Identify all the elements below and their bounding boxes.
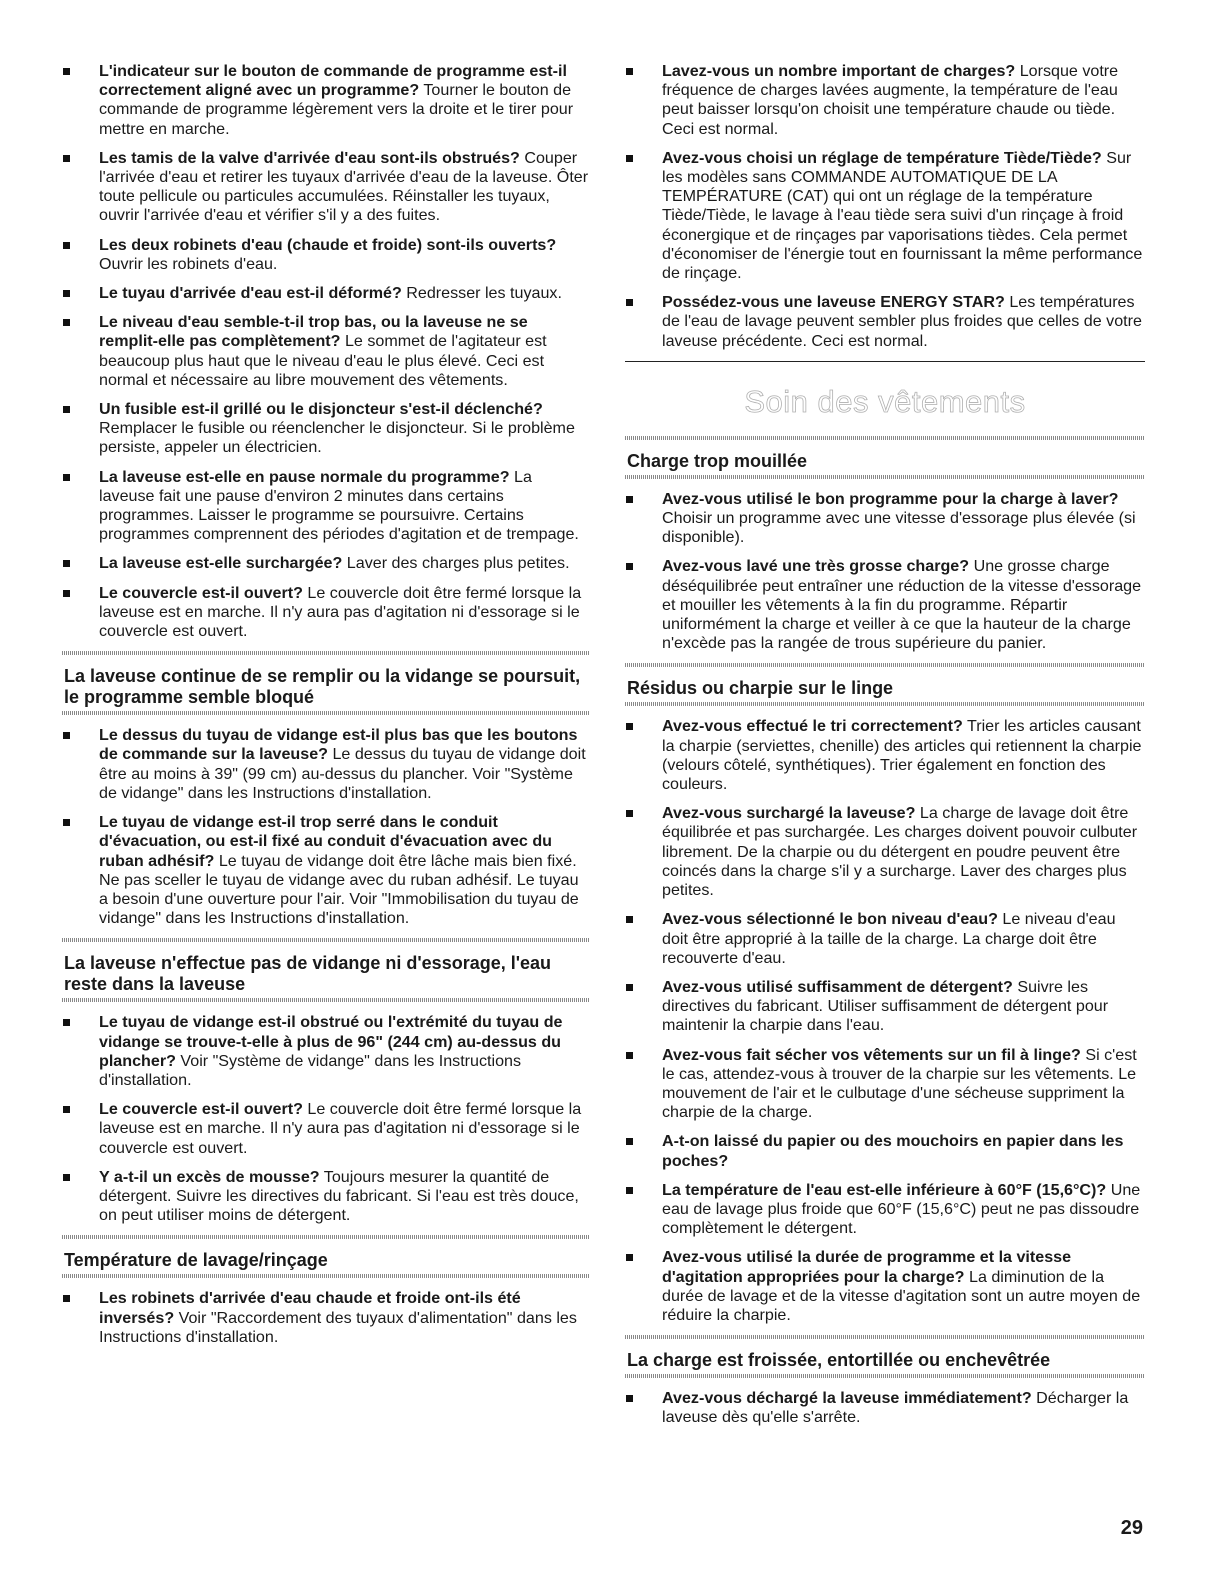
dotted-rule — [625, 1374, 1145, 1378]
answer-text: Suivre les directives du fabricant. Utiliser suffisamment de détergent pour maintenir la charpie dans l'eau. — [662, 977, 1109, 1035]
question-text: Avez-vous utilisé la durée de programme et la vitesse d'agitation appropriées pour la charge? — [662, 1248, 1072, 1286]
question-text: Le tuyau d'arrivée d'eau est-il déformé? — [99, 284, 402, 303]
bullet-icon — [626, 563, 633, 570]
answer-text: Lorsque votre fréquence de charges lavées augmente, la température de l'eau peut baisser lorsqu'on choisit une température chaude ou tiède. Ceci est normal. — [662, 62, 1119, 138]
bullet-icon — [63, 406, 70, 413]
question-text: Y a-t-il un excès de mousse? — [99, 1167, 320, 1186]
troubleshooting-item — [625, 62, 1145, 139]
troubleshooting-item — [625, 490, 1145, 548]
section-heading: La charge est froissée, entortillée ou enchevêtrée — [627, 1350, 1051, 1371]
answer-text: La diminution de la durée de lavage et de la vitesse d'agitation sont un autre moyen de réduire la charpie. — [662, 1267, 1141, 1324]
bullet-icon — [63, 1295, 70, 1302]
question-text: Avez-vous fait sécher vos vêtements sur un fil à linge? — [662, 1045, 1081, 1064]
question-text: Le dessus du tuyau de vidange est-il plus bas que les boutons de commande sur la laveuse? — [99, 726, 578, 764]
answer-text: Toujours mesurer la quantité de détergent. Suivre les directives du fabricant. Si l'eau est très douce, on peut utiliser moins de détergent. — [99, 1167, 579, 1225]
bullet-icon — [63, 1174, 70, 1181]
dotted-rule — [625, 436, 1145, 440]
troubleshooting-item — [62, 400, 589, 458]
troubleshooting-item — [62, 149, 589, 226]
answer-text: La charge de lavage doit être équilibrée et pas surchargée. Les charges doivent pouvoir culbuter librement. De la charpie ou du détergent en poudre peuvent être coincés dans la charge s'il y a surcharge. Laver des charges plus petites. — [662, 804, 1138, 900]
section-heading: Température de lavage/rinçage — [64, 1250, 328, 1271]
bullet-icon — [63, 1019, 70, 1026]
answer-text: Ouvrir les robinets d'eau. — [99, 254, 278, 273]
question-text: La laveuse est-elle en pause normale du programme? — [99, 467, 510, 486]
troubleshooting-item — [625, 1132, 1145, 1170]
section-heading: La laveuse continue de se remplir ou la vidange se poursuit, le programme semble bloqué — [64, 666, 581, 708]
troubleshooting-item — [62, 62, 589, 139]
question-text: Les robinets d'arrivée d'eau chaude et froide ont-ils été inversés? — [99, 1289, 521, 1327]
question-text: Le couvercle est-il ouvert? — [99, 1100, 303, 1119]
question-text: Lavez-vous un nombre important de charges? — [662, 62, 1016, 80]
troubleshooting-item — [625, 293, 1145, 351]
bullet-icon — [63, 68, 70, 75]
question-text: Le tuyau de vidange est-il trop serré dans le conduit d'évacuation, ou est-il fixé au conduit d'évacuation avec du ruban adhésif? — [99, 813, 553, 870]
dotted-rule — [625, 1335, 1145, 1339]
question-text: Avez-vous choisi un réglage de température Tiède/Tiède? — [662, 148, 1102, 167]
answer-text: Une grosse charge déséquilibrée peut entraîner une réduction de la vitesse d'essorage et mouiller les vêtements à la fin du programme. Répartir uniformément la charge et veiller à ce que la hauteur de la charge n'excède pas la rangée de trous supérieure du panier. — [662, 557, 1142, 653]
bullet-icon — [626, 1138, 633, 1145]
bullet-icon — [626, 1395, 633, 1402]
dotted-rule — [625, 702, 1145, 706]
troubleshooting-item — [62, 1168, 589, 1226]
answer-text: Voir "Système de vidange" dans les Instructions d'installation. — [99, 1051, 522, 1089]
right-column — [625, 62, 1145, 1438]
page-number: 29 — [1120, 1517, 1143, 1539]
section-heading-block — [625, 663, 1145, 706]
troubleshooting-item — [62, 813, 589, 928]
question-text: Avez-vous surchargé la laveuse? — [662, 804, 916, 823]
question-text: La température de l'eau est-elle inférieure à 60°F (15,6°C)? — [662, 1180, 1107, 1199]
bullet-icon — [626, 155, 633, 162]
question-text: Le tuyau de vidange est-il obstrué ou l'extrémité du tuyau de vidange se trouve-t-elle à plus de 96" (244 cm) au-dessus du plancher? — [99, 1013, 563, 1070]
bullet-icon — [626, 810, 633, 817]
troubleshooting-item — [62, 1013, 589, 1090]
bullet-icon — [63, 474, 70, 481]
troubleshooting-item — [625, 149, 1145, 283]
answer-text: Laver des charges plus petites. — [342, 554, 570, 573]
bullet-icon — [626, 496, 633, 503]
troubleshooting-item — [62, 313, 589, 390]
troubleshooting-item — [625, 978, 1145, 1036]
section-divider — [625, 361, 1145, 362]
section-heading-block — [625, 1335, 1145, 1378]
section-heading-block — [62, 938, 589, 1002]
troubleshooting-item — [62, 1289, 589, 1347]
answer-text: Choisir un programme avec une vitesse d'essorage plus élevée (si disponible). — [662, 509, 1136, 547]
section-heading-block — [62, 1235, 589, 1278]
answer-text: Sur les modèles sans COMMANDE AUTOMATIQUE DE LA TEMPÉRATURE (CAT) qui ont un réglage de la température Tiède/Tiède, le lavage à l'eau tiède sera suivi d'un rinçage à froid éconergique et de rinçages par vaporisations tièdes. Cela permet d'économiser de l'énergie tout en fournissant la même performance de rinçage. — [662, 148, 1143, 283]
dotted-rule — [62, 711, 589, 715]
bullet-icon — [63, 590, 70, 597]
troubleshooting-item — [62, 584, 589, 642]
bullet-icon — [626, 1187, 633, 1194]
troubleshooting-item — [62, 236, 589, 274]
answer-text: Le couvercle doit être fermé lorsque la laveuse est en marche. Il n'y aura pas d'agitation ni d'essorage si le couvercle est ouvert. — [99, 1100, 582, 1157]
question-text: Le niveau d'eau semble-t-il trop bas, ou la laveuse ne se remplit-elle pas complètement? — [99, 313, 528, 351]
question-text: Avez-vous utilisé le bon programme pour la charge à laver? — [662, 489, 1119, 508]
troubleshooting-item — [625, 1046, 1145, 1123]
answer-text: Remplacer le fusible ou réenclencher le disjoncteur. Si le problème persiste, appeler un électricien. — [99, 419, 575, 457]
question-text: Possédez-vous une laveuse ENERGY STAR? — [662, 293, 1005, 312]
answer-text: Le niveau d'eau doit être approprié à la taille de la charge. La charge doit être recouverte d'eau. — [662, 910, 1116, 967]
question-text: Avez-vous effectué le tri correctement? — [662, 717, 963, 736]
dotted-rule — [62, 651, 589, 655]
answer-text: Si c'est le cas, attendez-vous à trouver de la charpie sur les vêtements. Le mouvement de l'air et le culbutage d'une sécheuse suppriment la charpie de la charge. — [662, 1045, 1137, 1122]
dotted-rule — [625, 663, 1145, 667]
troubleshooting-item — [625, 910, 1145, 968]
bullet-icon — [63, 242, 70, 249]
troubleshooting-item — [62, 284, 589, 303]
troubleshooting-item — [625, 1248, 1145, 1325]
bullet-icon — [63, 290, 70, 297]
answer-text: Une eau de lavage plus froide que 60°F (15,6°C) peut ne pas dissoudre complètement le détergent. — [662, 1180, 1141, 1238]
troubleshooting-item — [625, 557, 1145, 653]
answer-text: Trier les articles causant la charpie (serviettes, chenille) des articles qui retiennent la charpie (velours côtelé, synthétiques). Trier également en fonction des couleurs. — [662, 717, 1142, 794]
bullet-icon — [63, 319, 70, 326]
answer-text: Le dessus du tuyau de vidange doit être au moins à 39" (99 cm) au-dessus du plancher. Voir "Système de vidange" dans les Instructions d'installation. — [99, 745, 586, 802]
bullet-icon — [626, 1052, 633, 1059]
troubleshooting-item — [625, 1389, 1145, 1427]
answer-text: Couper l'arrivée d'eau et retirer les tuyaux d'arrivée d'eau de la laveuse. Ôter toute pellicule ou particules accumulées. Réinstaller les tuyaux, ouvrir l'arrivée d'eau et vérifier s'il y a des fuites. — [99, 148, 589, 225]
question-text: L'indicateur sur le bouton de commande de programme est-il correctement aligné avec un programme? — [99, 62, 567, 100]
bullet-icon — [626, 984, 633, 991]
question-text: Avez-vous sélectionné le bon niveau d'eau? — [662, 910, 998, 929]
question-text: Les tamis de la valve d'arrivée d'eau sont-ils obstrués? — [99, 148, 520, 167]
dotted-rule — [62, 938, 589, 942]
answer-text: Voir "Raccordement des tuyaux d'alimentation" dans les Instructions d'installation. — [99, 1308, 577, 1346]
troubleshooting-item — [62, 468, 589, 545]
answer-text: Le tuyau de vidange doit être lâche mais bien fixé. Ne pas sceller le tuyau de vidange avec du ruban adhésif. Le tuyau a besoin d'une ouverture pour l'air. Voir "Immobilisation du tuyau de vidange" dans les Instructions d'installation. — [99, 851, 579, 928]
troubleshooting-item — [625, 804, 1145, 900]
troubleshooting-item — [62, 554, 589, 573]
answer-text: Décharger la laveuse dès qu'elle s'arrête. — [662, 1389, 1129, 1427]
section-heading-block — [625, 436, 1145, 479]
troubleshooting-item — [625, 1181, 1145, 1239]
section-heading: Résidus ou charpie sur le linge — [627, 678, 894, 699]
question-text: La laveuse est-elle surchargée? — [99, 554, 343, 573]
troubleshooting-item — [62, 726, 589, 803]
section-heading-block — [62, 651, 589, 715]
bullet-icon — [63, 819, 70, 826]
left-column — [62, 62, 589, 1357]
section-heading: Charge trop mouillée — [627, 450, 808, 471]
bullet-icon — [63, 1106, 70, 1113]
dotted-rule — [62, 998, 589, 1002]
answer-text: La laveuse fait une pause d'environ 2 minutes dans certains programmes. Laisser le programme se poursuivre. Certains programmes comprennent des périodes d'agitation et de trempage. — [99, 467, 579, 544]
troubleshooting-item — [625, 717, 1145, 794]
dotted-rule — [62, 1235, 589, 1239]
answer-text: Le couvercle doit être fermé lorsque la laveuse est en marche. Il n'y aura pas d'agitation ni d'essorage si le couvercle est ouvert. — [99, 583, 582, 641]
question-text: Avez-vous lavé une très grosse charge? — [662, 557, 970, 576]
question-text: Les deux robinets d'eau (chaude et froide) sont-ils ouverts? — [99, 235, 557, 254]
answer-text: Le sommet de l'agitateur est beaucoup plus haut que le niveau d'eau le plus élevé. Ceci est normal et nécessaire au libre mouvement des vêtements. — [99, 332, 547, 389]
bullet-icon — [626, 299, 633, 306]
bullet-icon — [63, 560, 70, 567]
bullet-icon — [626, 68, 633, 75]
bullet-icon — [626, 916, 633, 923]
question-text: Le couvercle est-il ouvert? — [99, 583, 303, 602]
answer-text: Redresser les tuyaux. — [401, 284, 562, 303]
answer-text: Les températures de l'eau de lavage peuvent sembler plus froides que celles de votre laveuse précédente. Ceci est normal. — [662, 293, 1142, 350]
question-text: A-t-on laissé du papier ou des mouchoirs en papier dans les poches? — [662, 1132, 1124, 1170]
section-title: Soin des vêtements — [744, 383, 1026, 419]
bullet-icon — [626, 723, 633, 730]
question-text: Avez-vous utilisé suffisamment de détergent? — [662, 977, 1013, 996]
question-text: Avez-vous déchargé la laveuse immédiatement? — [662, 1389, 1032, 1408]
troubleshooting-item — [62, 1100, 589, 1158]
section-heading: La laveuse n'effectue pas de vidange ni d'essorage, l'eau reste dans la laveuse — [64, 953, 552, 995]
bullet-icon — [626, 1254, 633, 1261]
answer-text: Tourner le bouton de commande de programme légèrement vers la droite et le tirer pour mettre en marche. — [99, 81, 574, 138]
dotted-rule — [62, 1274, 589, 1278]
bullet-icon — [63, 732, 70, 739]
dotted-rule — [625, 475, 1145, 479]
question-text: Un fusible est-il grillé ou le disjoncteur s'est-il déclenché? — [99, 400, 543, 419]
bullet-icon — [63, 155, 70, 162]
